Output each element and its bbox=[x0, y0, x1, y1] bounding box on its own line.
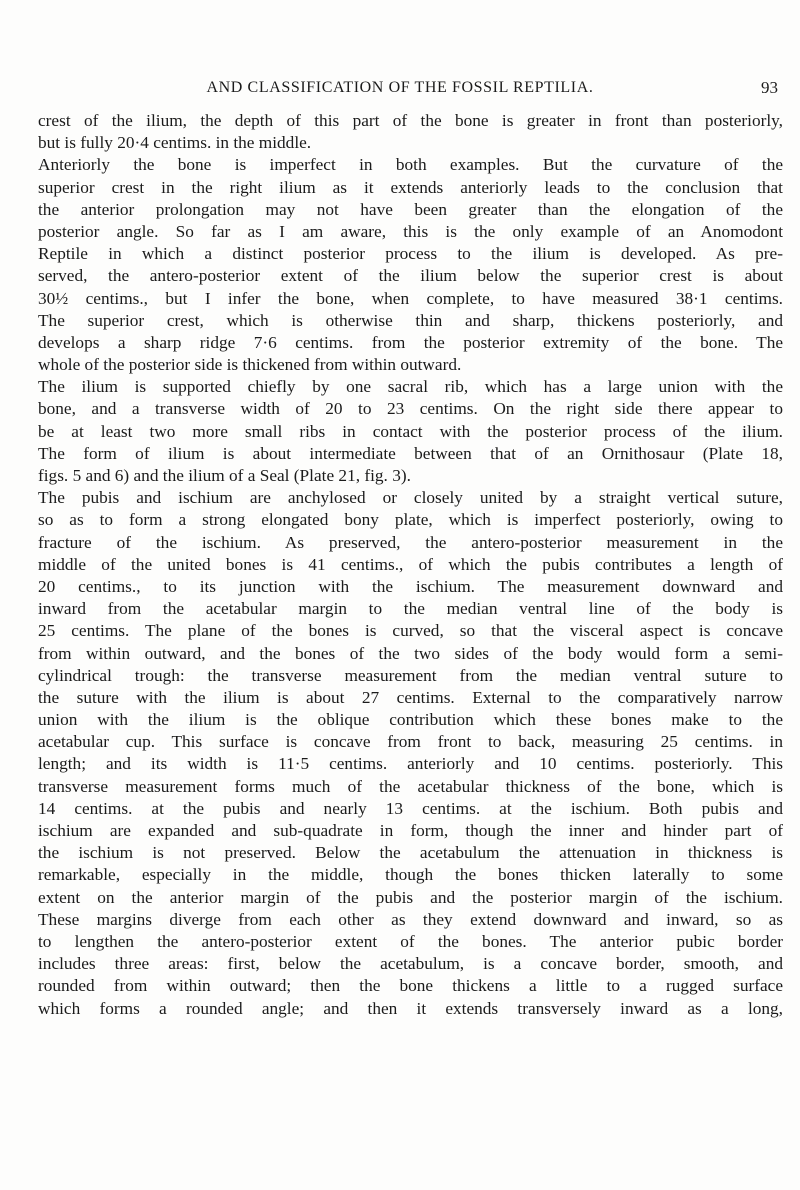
text-line: The pubis and ischium are anchylosed or closely united by a straight vertical suture, bbox=[38, 488, 783, 508]
text-line: acetabular cup. This surface is concave from front to back, measuring 25 centims. in bbox=[38, 732, 783, 752]
body-text bbox=[38, 110, 783, 1020]
text-line: to lengthen the antero-posterior extent of the bones. The anterior pubic border bbox=[38, 931, 783, 951]
text-line: These margins diverge from each other as they extend downward and inward, so as bbox=[38, 909, 783, 929]
text-line: figs. 5 and 6) and the ilium of a Seal (Plate 21, fig. 3). bbox=[38, 466, 411, 485]
text-line: Anteriorly the bone is imperfect in both examples. But the curvature of the bbox=[38, 155, 783, 175]
text-line: from within outward, and the bones of the two sides of the body would form a semi- bbox=[38, 643, 783, 663]
text-line: ischium are expanded and sub-quadrate in form, though the inner and hinder part of bbox=[38, 821, 783, 840]
text-line: fracture of the ischium. As preserved, the antero-posterior measurement in the bbox=[38, 532, 783, 552]
text-line: includes three areas: first, below the acetabulum, is a concave border, smooth, and bbox=[38, 954, 783, 974]
text-line: served, the antero-posterior extent of the ilium below the superior crest is about bbox=[38, 266, 783, 286]
running-title: AND CLASSIFICATION OF THE FOSSIL REPTILIA. bbox=[206, 79, 594, 96]
text-line: so as to form a strong elongated bony plate, which is imperfect posteriorly, owing to bbox=[38, 510, 783, 530]
text-line: develops a sharp ridge 7·6 centims. from the posterior extremity of the bone. The bbox=[38, 332, 783, 352]
text-line: bone, and a transverse width of 20 to 23 centims. On the right side there appear to bbox=[38, 399, 783, 419]
text-line: length; and its width is 11·5 centims. anteriorly and 10 centims. posteriorly. This bbox=[38, 754, 783, 774]
text-line: 14 centims. at the pubis and nearly 13 centims. at the ischium. Both pubis and bbox=[38, 798, 783, 818]
text-line: The superior crest, which is otherwise thin and sharp, thickens posteriorly, and bbox=[38, 310, 783, 330]
text-line: be at least two more small ribs in contact with the posterior process of the ilium. bbox=[38, 421, 783, 441]
text-line: whole of the posterior side is thickened from within outward. bbox=[38, 355, 462, 375]
text-line: The ilium is supported chiefly by one sacral rib, which has a large union with the bbox=[38, 377, 783, 397]
text-line: transverse measurement forms much of the acetabular thickness of the bone, which is bbox=[38, 776, 783, 796]
text-line: the ischium is not preserved. Below the acetabulum the attenuation in thickness is bbox=[38, 843, 783, 863]
text-line: inward from the acetabular margin to the median ventral line of the body is bbox=[38, 599, 783, 619]
running-head bbox=[0, 78, 800, 98]
page-number: 93 bbox=[761, 78, 778, 97]
text-line: posterior angle. So far as I am aware, this is the only example of an Anomodont bbox=[38, 221, 783, 241]
text-line: 30½ centims., but I infer the bone, when complete, to have measured 38·1 centims. bbox=[38, 288, 783, 308]
text-line: middle of the united bones is 41 centims., of which the pubis contributes a length of bbox=[38, 554, 783, 574]
text-line: The form of ilium is about intermediate between that of an Ornithosaur (Plate 18, bbox=[38, 443, 783, 463]
text-line: superior crest in the right ilium as it extends anteriorly leads to the conclusion that bbox=[38, 177, 783, 197]
text-line: cylindrical trough: the transverse measurement from the median ventral suture to bbox=[38, 665, 783, 685]
text-line: the suture with the ilium is about 27 centims. External to the comparatively narrow bbox=[38, 687, 783, 707]
text-line: rounded from within outward; then the bone thickens a little to a rugged surface bbox=[38, 976, 783, 996]
text-line: the anterior prolongation may not have been greater than the elongation of the bbox=[38, 199, 783, 219]
text-line: remarkable, especially in the middle, though the bones thicken laterally to some bbox=[38, 865, 783, 885]
text-line: extent on the anterior margin of the pubis and the posterior margin of the ischium. bbox=[38, 887, 783, 907]
text-line: 20 centims., to its junction with the ischium. The measurement downward and bbox=[38, 576, 783, 596]
text-line: union with the ilium is the oblique contribution which these bones make to the bbox=[38, 710, 783, 730]
text-line: Reptile in which a distinct posterior process to the ilium is developed. As pre- bbox=[38, 244, 783, 264]
text-line: which forms a rounded angle; and then it extends transversely inward as a long, bbox=[38, 998, 783, 1018]
text-line: crest of the ilium, the depth of this part of the bone is greater in front than posteriorly, bbox=[38, 111, 783, 130]
text-line: but is fully 20·4 centims. in the middle. bbox=[38, 133, 312, 153]
text-line: 25 centims. The plane of the bones is curved, so that the visceral aspect is concave bbox=[38, 621, 783, 641]
